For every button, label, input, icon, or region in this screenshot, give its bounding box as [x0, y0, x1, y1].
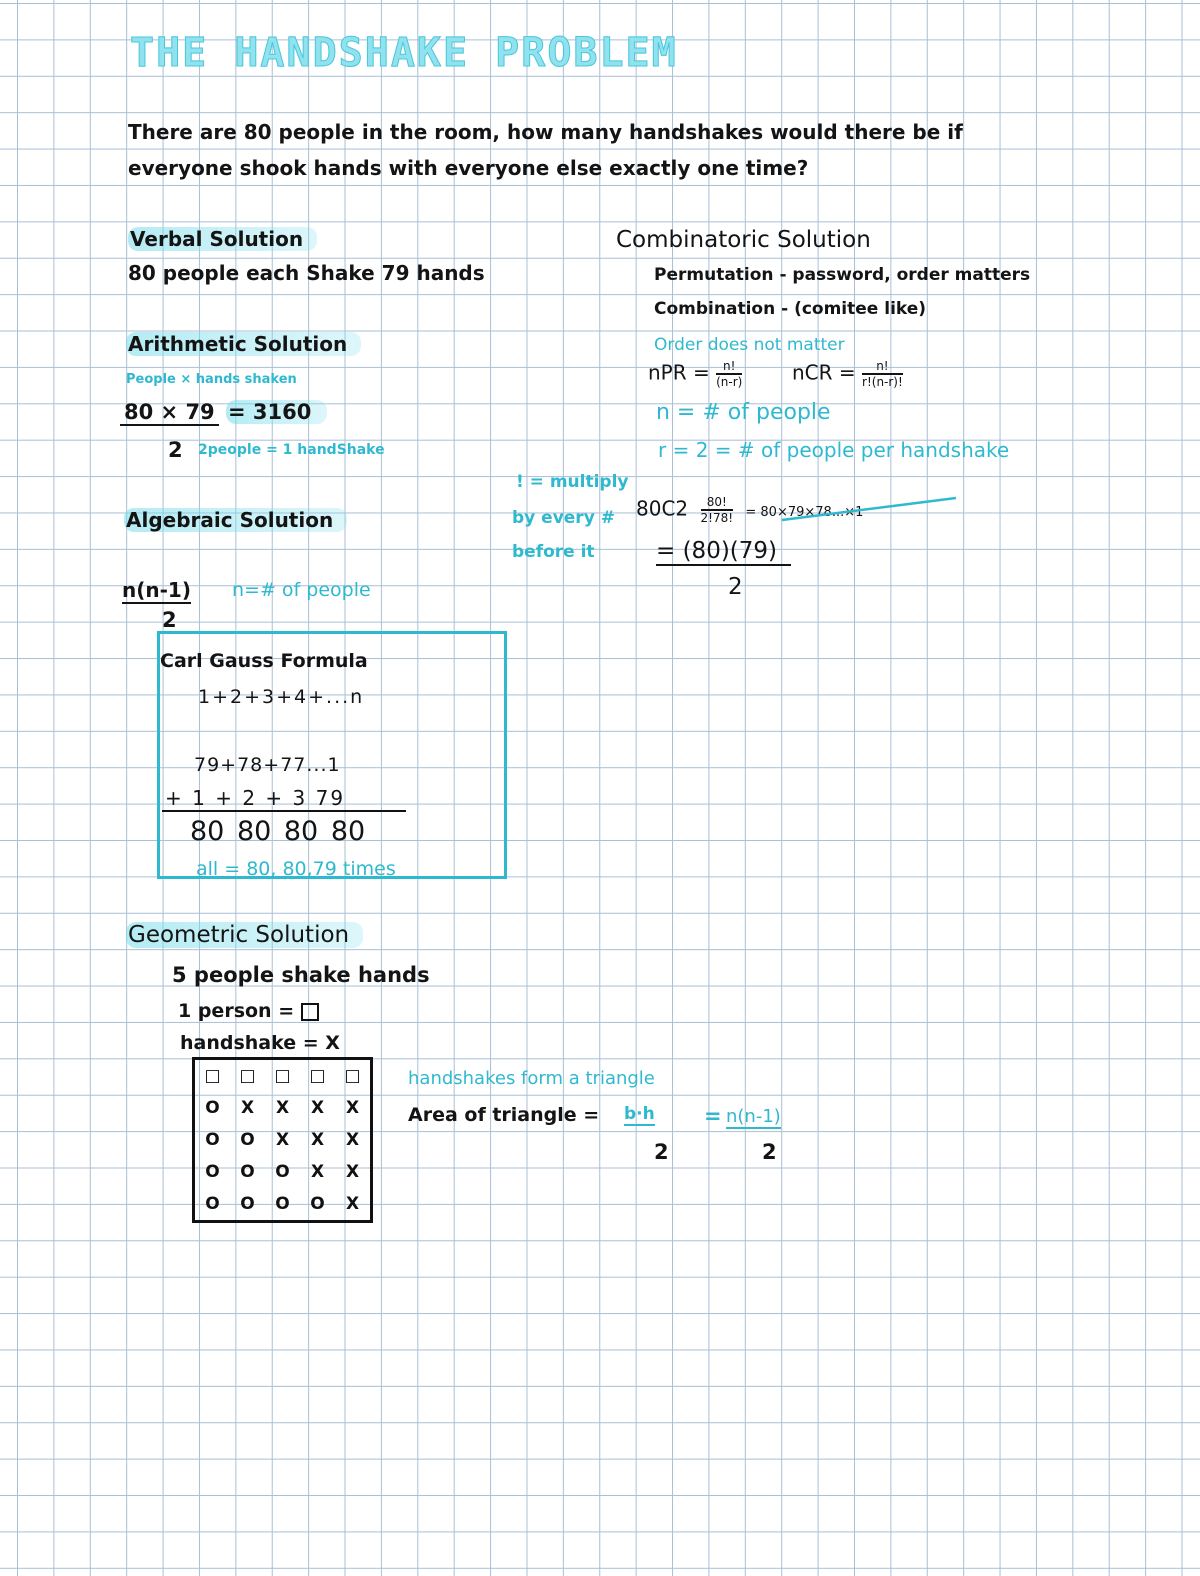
- handshake-grid-cell: □: [274, 1066, 291, 1086]
- person-square-icon: [301, 1003, 319, 1021]
- cancel-stroke: [780, 494, 960, 524]
- handshake-grid-row: [194, 1188, 372, 1222]
- area-num-2: n(n-1): [726, 1106, 781, 1127]
- handshake-grid-cell: X: [345, 1194, 360, 1214]
- handshake-grid-cell: X: [275, 1098, 290, 1118]
- gauss-conclusion: all = 80, 80,79 times: [196, 858, 396, 880]
- calc-symbol: 80C2: [636, 496, 689, 521]
- arithmetic-heading: Arithmetic Solution: [126, 332, 361, 356]
- verbal-heading: Verbal Solution: [128, 227, 317, 251]
- arithmetic-divisor: 2: [168, 438, 183, 462]
- calc-num: 80!: [701, 496, 734, 511]
- algebraic-denominator: 2: [162, 608, 177, 632]
- perm-fraction: [716, 360, 742, 388]
- area-den-2: 2: [762, 1140, 777, 1164]
- handshake-grid-cell: X: [345, 1130, 360, 1150]
- handshake-grid-cell: X: [310, 1098, 325, 1118]
- arithmetic-expr: 80 × 79: [120, 400, 219, 426]
- handshake-grid-cell: O: [240, 1194, 255, 1214]
- handshake-grid-cell: □: [239, 1066, 256, 1086]
- page-title: THE HANDSHAKE PROBLEM: [130, 30, 678, 76]
- handshake-grid-cell: O: [275, 1162, 290, 1182]
- gauss-seq-1: 1+2+3+4+...n: [198, 686, 365, 708]
- handshake-grid-cell: X: [240, 1098, 255, 1118]
- r-definition: r = 2 = # of people per handshake: [658, 438, 1010, 462]
- factorial-note-1: ! = multiply: [516, 472, 629, 492]
- n-definition: n = # of people: [656, 400, 831, 425]
- combinatoric-heading: Combinatoric Solution: [616, 227, 871, 253]
- handshake-grid-cell: O: [275, 1194, 290, 1214]
- perm-num: n!: [716, 360, 742, 375]
- arithmetic-expression: [120, 400, 327, 424]
- simplified-num: = (80)(79): [656, 538, 791, 566]
- perm-den: (n-r): [716, 375, 743, 389]
- gauss-seq-2: 79+78+77...1: [194, 754, 341, 776]
- algebraic-note: n=# of people: [232, 579, 371, 601]
- handshake-grid-cell: O: [310, 1194, 325, 1214]
- comb-num: n!: [862, 360, 903, 375]
- factorial-note-2: by every #: [512, 508, 615, 528]
- handshake-grid-cell: □: [344, 1066, 361, 1086]
- permutation-line: Permutation - password, order matters: [654, 265, 1031, 285]
- handshake-grid-cell: X: [275, 1130, 290, 1150]
- comb-fraction: [862, 360, 903, 388]
- handshake-grid-cell: O: [240, 1162, 255, 1182]
- handshake-grid-cell: X: [310, 1130, 325, 1150]
- handshake-grid-cell: □: [204, 1066, 221, 1086]
- handshake-grid-cell: X: [310, 1162, 325, 1182]
- geometric-line-2-text: 1 person =: [178, 1000, 295, 1022]
- area-label: Area of triangle =: [408, 1104, 600, 1126]
- handshake-grid-cell: X: [345, 1098, 360, 1118]
- order-note: Order does not matter: [654, 335, 845, 355]
- calc-expand: = 80×79×78...×1: [745, 504, 864, 520]
- gauss-sums: 80 80 80 80: [190, 816, 366, 847]
- handshake-grid-row: [194, 1092, 372, 1124]
- triangle-note: handshakes form a triangle: [408, 1068, 655, 1089]
- handshake-grid-cell: X: [345, 1162, 360, 1182]
- area-equals: =: [704, 1104, 722, 1128]
- area-den: 2: [654, 1140, 669, 1164]
- simplified-numerator: [656, 538, 791, 564]
- factorial-note-3: before it: [512, 542, 595, 562]
- handshake-grid-row: [194, 1156, 372, 1188]
- geometric-line-2: [178, 1000, 319, 1022]
- geometric-line-1: 5 people shake hands: [172, 963, 430, 987]
- gauss-heading: Carl Gauss Formula: [160, 650, 368, 672]
- algebraic-heading: Algebraic Solution: [124, 508, 347, 532]
- handshake-grid-cell: □: [309, 1066, 326, 1086]
- arithmetic-divisor-note: 2people = 1 handShake: [198, 442, 385, 458]
- arithmetic-result: = 3160: [226, 400, 327, 424]
- handshake-grid-cell: O: [205, 1130, 220, 1150]
- comb-symbol: nCR =: [792, 360, 856, 385]
- calc-fraction: [701, 496, 734, 524]
- combination-formula: [792, 360, 903, 388]
- calc-den: 2!78!: [700, 511, 734, 525]
- geometric-line-3: handshake = X: [180, 1032, 340, 1054]
- handshake-grid-cell: O: [205, 1162, 220, 1182]
- handshake-grid-row: [194, 1059, 372, 1093]
- area-num: b·h: [624, 1104, 655, 1124]
- handshake-grid-row: [194, 1124, 372, 1156]
- handshake-grid-cell: O: [205, 1098, 220, 1118]
- handshake-grid: [192, 1057, 373, 1223]
- comb-den: r!(n-r)!: [862, 375, 903, 389]
- arithmetic-note: People × hands shaken: [126, 372, 297, 387]
- algebraic-numerator: n(n-1): [122, 578, 191, 602]
- geometric-heading: Geometric Solution: [126, 922, 363, 948]
- verbal-line: 80 people each Shake 79 hands: [128, 261, 485, 285]
- handshake-grid-cell: O: [240, 1130, 255, 1150]
- problem-line-2: everyone shook hands with everyone else exactly one time?: [128, 156, 809, 180]
- permutation-formula: [648, 360, 742, 388]
- perm-symbol: nPR =: [648, 360, 710, 385]
- gauss-seq-3: + 1 + 2 + 3 79: [165, 786, 346, 810]
- handshake-grid-cell: O: [205, 1194, 220, 1214]
- simplified-denominator: 2: [728, 574, 743, 600]
- combination-line: Combination - (comitee like): [654, 299, 927, 319]
- gauss-sum-line: [162, 810, 406, 812]
- problem-line-1: There are 80 people in the room, how many handshakes would there be if: [128, 120, 963, 144]
